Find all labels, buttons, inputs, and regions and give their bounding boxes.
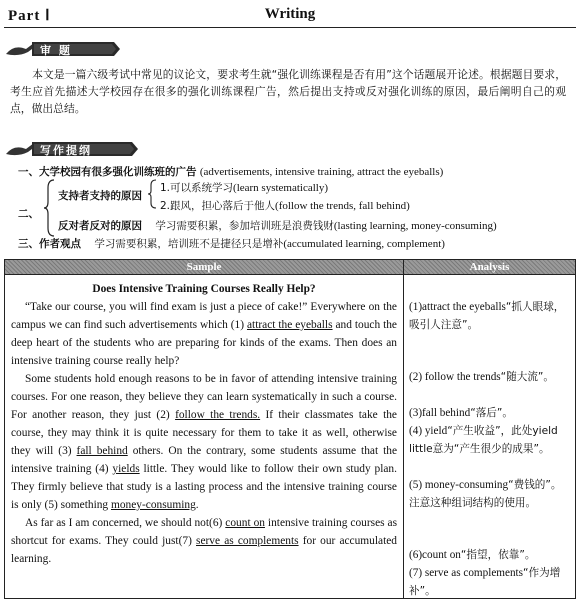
phrase-6: count on	[225, 517, 265, 529]
outline-opponents-keywords: (lasting learning, money-consuming)	[333, 220, 497, 232]
page-title: Writing	[264, 6, 316, 22]
table-header	[5, 260, 575, 275]
outline-point-3-keywords: (accumulated learning, complement)	[283, 238, 445, 250]
intro-text: 本文是一篇六级考试中常见的议论文，要求考生就“强化训练课程是否有用”这个话题展开论述。根据题目要求，考生应首先描述大学校园存在很多的强化训练课程广告，然后提出支持或反对强化训练的原因，最后阐明自己的观点，做出总结。	[10, 68, 566, 115]
phrase-7: serve as complements	[196, 535, 299, 547]
analysis-note-2: (2) follow the trends“随大流”。	[409, 371, 555, 383]
essay-paragraph-2: Some students hold enough reasons to be in favor of attending intensive training courses. For one reason, they believe they can learn systematically in such a course. For another reason, they just (2) follow the trends. If their classmates take the course, they may think it is quite necessary for them to take it as well, otherwise they will (3) fall behind others. On the contrary, some students assume that the intensive training (4) yields little. They would like to follow their own study plan. They firmly believe that study is a lasting process and the intensive training course is only (5) something money-consuming.	[11, 373, 398, 511]
phrase-1: attract the eyeballs	[246, 319, 333, 331]
outline-opponents-reason: 学习需要积累，参加培训班是浪费钱财	[155, 220, 334, 232]
analysis-note-6: (6)count on“指望，依靠”。	[409, 549, 536, 561]
outline-reason-2: 2.跟风，担心落后于他人	[160, 200, 276, 212]
column-header-sample: Sample	[186, 261, 222, 273]
column-divider	[403, 260, 404, 598]
essay-title: Does Intensive Training Courses Really Help?	[92, 283, 316, 295]
review-label: 审 题	[40, 44, 72, 57]
writing-outline	[18, 160, 578, 252]
phrase-5: money-consuming	[110, 499, 196, 511]
analysis-note-4: (4) yield“产生收益”，此处yield little意为“产生很少的成果”。	[409, 425, 558, 455]
outline-point-3: 三、作者观点	[18, 238, 81, 250]
sample-essay	[11, 280, 397, 568]
phrase-3: fall behind	[76, 445, 128, 457]
outline-reason-1: 1.可以系统学习	[160, 182, 234, 194]
outline-reason-1-keywords: (learn systematically)	[233, 182, 329, 194]
analysis-note-1: (1)attract the eyeballs“抓人眼球，吸引人注意”。	[409, 301, 565, 331]
sample-analysis-table	[4, 259, 576, 599]
intro-paragraph	[10, 66, 566, 117]
outline-banner	[4, 140, 144, 158]
outline-point-3-text: 学习需要积累，培训班不是捷径只是增补	[94, 238, 284, 250]
outline-point-2: 二、	[18, 208, 39, 220]
phrase-2: follow the trends.	[175, 409, 261, 421]
outline-point-1-keywords: (advertisements, intensive training, attract the eyeballs)	[199, 166, 444, 178]
brace-icon	[146, 178, 160, 210]
analysis-note-7: (7) serve as complements“作为增补”。	[409, 567, 561, 597]
column-header-analysis: Analysis	[469, 261, 510, 273]
phrase-4: yields	[112, 463, 140, 475]
outline-point-1: 一、大学校园有很多强化训练班的广告	[18, 166, 197, 178]
analysis-note-5: (5) money-consuming“费钱的”。注意这种组词结构的使用。	[409, 479, 562, 509]
outline-supporters: 支持者支持的原因	[58, 190, 142, 202]
review-banner	[4, 40, 124, 58]
essay-paragraph-1: “Take our course, you will find exam is just a piece of cake!” Everywhere on the campus we can find such advertisements which (1) attract the eyeballs and touch the deep heart of the students who are preparing for kinds of the exams. Then does an intensive training course really help?	[11, 301, 397, 367]
essay-paragraph-3: As far as I am concerned, we should not(6) count on intensive training courses as shortcut for exams. They could just(7) serve as complements for our accumulated learning.	[11, 517, 398, 565]
top-rule	[4, 27, 576, 28]
analysis-note-3: (3)fall behind“落后”。	[409, 407, 513, 419]
outline-reason-2-keywords: (follow the trends, fall behind)	[275, 200, 410, 212]
outline-label: 写作提纲	[40, 144, 92, 157]
part-label: Part Ⅰ	[8, 8, 51, 24]
outline-opponents: 反对者反对的原因	[58, 220, 142, 232]
